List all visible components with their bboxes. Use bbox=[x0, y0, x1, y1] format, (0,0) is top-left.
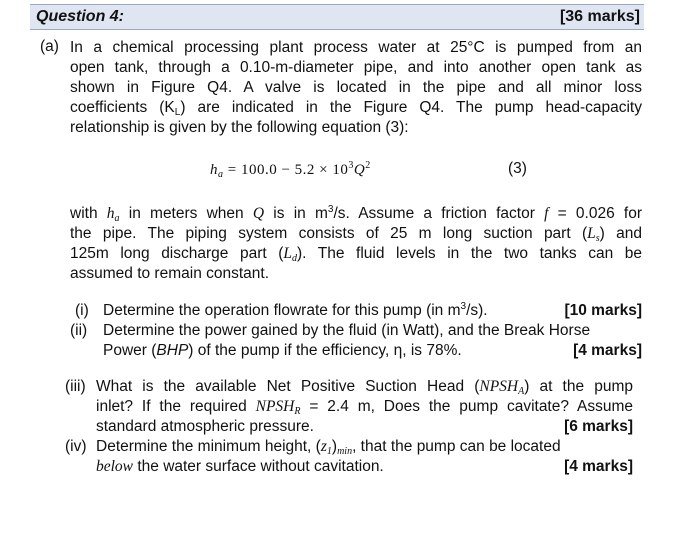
item-iv-marks: [4 marks] bbox=[564, 458, 633, 475]
item-i-marks: [10 marks] bbox=[564, 302, 642, 319]
item-i bbox=[103, 301, 642, 321]
item-i-label: (i) bbox=[75, 302, 89, 319]
iii1npsh: NPSH bbox=[479, 378, 519, 395]
intro-line-4b: ) are indicated in the Figure Q4. The pump head-capacity bbox=[180, 99, 642, 116]
intro-line-1: In a chemical processing plant process water at 25°C is pumped from an bbox=[70, 39, 642, 56]
kl-subscript: L bbox=[174, 107, 181, 118]
item-iii-marks: [6 marks] bbox=[564, 418, 633, 435]
w2b: ) and bbox=[599, 225, 642, 242]
ii2a: Power ( bbox=[103, 342, 157, 359]
w1a: with bbox=[70, 205, 107, 222]
iii1a: What is the available Net Positive Suction Head ( bbox=[96, 378, 480, 395]
with-line-3 bbox=[70, 244, 642, 264]
item-i-text: Determine the operation flowrate for this pump (in m bbox=[103, 302, 461, 319]
with-line-4: assumed to remain constant. bbox=[70, 265, 270, 282]
item-ii bbox=[103, 321, 642, 361]
w1d: /s. Assume a friction factor bbox=[333, 205, 545, 222]
item-iv-label: (iv) bbox=[65, 438, 87, 455]
iv1zsub: 1 bbox=[326, 446, 332, 457]
eq-rhs: = 100.0 − 5.2 × 10 bbox=[227, 162, 349, 178]
eq-q: Q bbox=[353, 162, 366, 178]
w3b: ). The fluid levels in the two tanks can be bbox=[297, 245, 642, 262]
eq-lhs-sub: a bbox=[218, 169, 224, 180]
item-ii-marks: [4 marks] bbox=[573, 342, 642, 359]
w1f: f bbox=[544, 205, 549, 222]
part-a-label: (a) bbox=[40, 38, 59, 55]
item-iii bbox=[96, 377, 633, 437]
w3a: 125m long discharge part ( bbox=[70, 245, 284, 262]
item-iii-line2 bbox=[96, 397, 633, 417]
item-iv bbox=[96, 437, 633, 477]
iv1z: z bbox=[320, 438, 327, 455]
w3Lsub: d bbox=[292, 253, 298, 264]
item-ii-line2 bbox=[103, 341, 642, 361]
iii2sub: R bbox=[294, 406, 301, 417]
pump-equation bbox=[210, 162, 371, 179]
w1e: = 0.026 for bbox=[548, 205, 642, 222]
intro-line-4a: coefficients (K bbox=[70, 99, 175, 116]
item-ii-line1: Determine the power gained by the fluid (in Watt), and the Break Horse bbox=[103, 322, 591, 339]
ii2bhp: BHP bbox=[156, 342, 189, 359]
item-iv-line1 bbox=[96, 437, 633, 457]
iii1b: ) at the pump bbox=[524, 378, 633, 395]
iv1min: min bbox=[337, 446, 353, 457]
question-title: Question 4: bbox=[36, 8, 125, 25]
w1c: is in m bbox=[264, 205, 328, 222]
iv2b: the water surface without cavitation. bbox=[133, 458, 384, 475]
item-iii-line1 bbox=[96, 377, 633, 397]
with-line-2 bbox=[70, 224, 642, 244]
item-iv-line2 bbox=[96, 457, 633, 477]
w3L: L bbox=[283, 245, 293, 262]
intro-line-5: relationship is given by the following equation (3): bbox=[70, 119, 409, 136]
w2Lsub: s bbox=[595, 233, 600, 244]
question-header bbox=[30, 4, 644, 30]
ii2b: ) of the pump if the efficiency, η, is 78%. bbox=[188, 342, 462, 359]
intro-line-4 bbox=[70, 98, 642, 118]
eq-lhs: h bbox=[210, 162, 218, 178]
intro-line-3: shown in Figure Q4. A valve is located in the pipe and all minor loss bbox=[70, 79, 642, 96]
w1b: in meters when bbox=[119, 205, 253, 222]
item-ii-label: (ii) bbox=[70, 322, 88, 339]
item-i-text2: /s). bbox=[466, 302, 488, 319]
w1csup: 3 bbox=[327, 204, 334, 215]
iii2a: inlet? If the required bbox=[96, 398, 256, 415]
iii2npsh: NPSH bbox=[255, 398, 295, 415]
with-line-1 bbox=[70, 204, 642, 224]
iv2below: below bbox=[96, 458, 134, 475]
w1h: h bbox=[106, 205, 115, 222]
iv1a: Determine the minimum height, ( bbox=[96, 438, 321, 455]
iv1b: ) bbox=[331, 438, 338, 455]
question-marks: [36 marks] bbox=[559, 8, 640, 25]
eq-exp1: 3 bbox=[348, 160, 354, 171]
w1hsub: a bbox=[114, 213, 120, 224]
eq-exp2: 2 bbox=[365, 160, 371, 171]
w2a: the pipe. The piping system consists of 25 m long suction part ( bbox=[70, 225, 588, 242]
item-i-sup: 3 bbox=[460, 301, 467, 312]
w1q: Q bbox=[252, 205, 265, 222]
item-iii-line3: standard atmospheric pressure. bbox=[96, 418, 314, 435]
intro-line-2: open tank, through a 0.10-m-diameter pipe, and into another open tank as bbox=[70, 59, 642, 76]
equation-number: (3) bbox=[508, 160, 527, 177]
iii1sub: A bbox=[518, 386, 525, 397]
item-iii-label: (iii) bbox=[65, 378, 86, 395]
iii2b: = 2.4 m, Does the pump cavitate? Assume bbox=[300, 398, 633, 415]
w2L: L bbox=[587, 225, 596, 242]
iv1c: , that the pump can be located bbox=[352, 438, 561, 455]
part-a-with bbox=[70, 204, 642, 284]
part-a-intro bbox=[70, 38, 642, 138]
